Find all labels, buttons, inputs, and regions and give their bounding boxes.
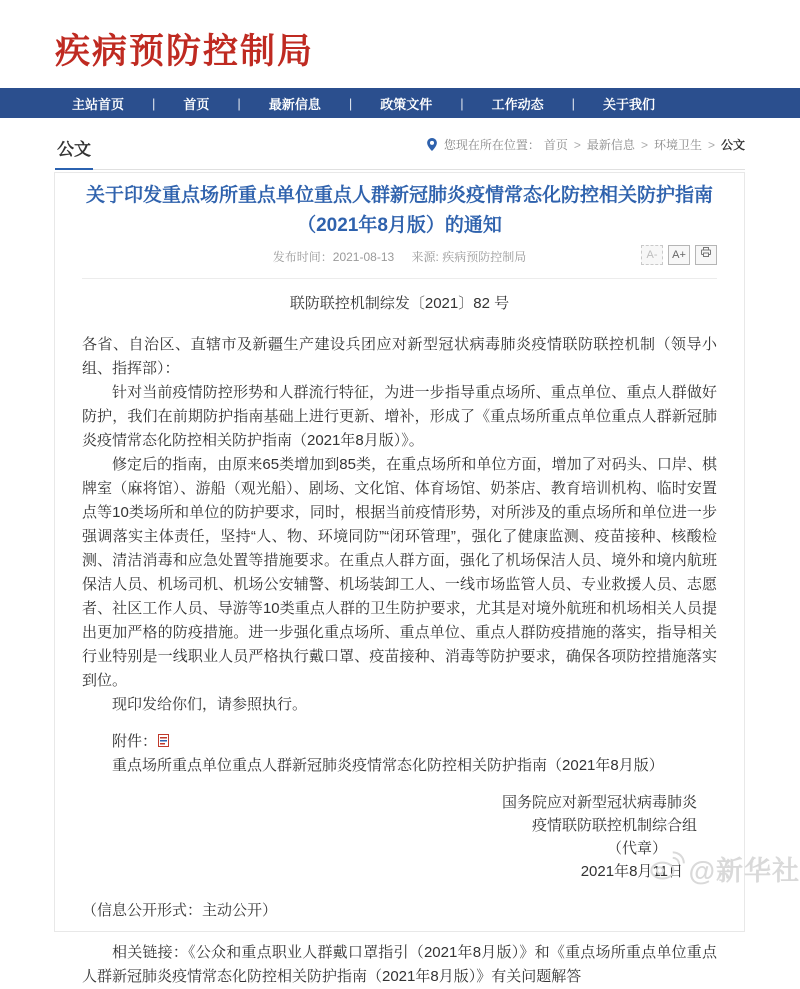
nav-item-main-home[interactable]: 主站首页	[72, 96, 125, 112]
site-logo: 疾病预防控制局	[55, 32, 315, 71]
paragraph-instruction: 现印发给你们，请参照执行。	[112, 696, 308, 713]
nav-divider: |	[348, 95, 353, 111]
breadcrumb-separator: >	[640, 137, 648, 152]
main-nav	[0, 88, 800, 118]
publish-time-label: 发布时间：	[272, 250, 333, 264]
printer-icon	[700, 246, 712, 264]
word-doc-icon	[158, 734, 169, 747]
document-number: 联防联控机制综发〔2021〕82 号	[289, 295, 510, 312]
related-link-mask-guide[interactable]: 《公众和重点职业人群戴口罩指引（2021年8月版）》	[188, 944, 535, 961]
nav-item-home[interactable]: 首页	[183, 96, 210, 112]
site-header	[0, 0, 800, 88]
nav-item-about-us[interactable]: 关于我们	[603, 96, 656, 112]
breadcrumb-home[interactable]: 首页	[543, 138, 568, 152]
font-increase-button[interactable]: A+	[668, 245, 690, 265]
weibo-icon	[649, 849, 687, 888]
breadcrumb-separator: >	[707, 137, 715, 152]
section-row	[55, 118, 745, 170]
watermark-text: @新华社	[688, 856, 800, 886]
source-label: 来源:	[411, 250, 439, 264]
breadcrumb-environmental-health[interactable]: 环境卫生	[653, 138, 702, 152]
nav-divider: |	[152, 95, 156, 111]
paragraph-revision-details: 修定后的指南，由原来65类增加到85类，在重点场所和单位方面，增加了对码头、口岸、棋牌室（麻将馆）、游船（观光船）、剧场、文化馆、体育场馆、奶茶店、教育培训机构、临时安置点等10类场所和单位的防护要求，同时，根据当前疫情形势，对所涉及的重点场所和单位进一步强调落实主体责任，坚持“人、物、环境同防”“闭环管理”，强化了健康监测、疫苗接种、核酸检测、清洁消毒和应急处置等措施要求。在重点人群方面，强化了机场保洁人员、境外和境内航班保洁人员、机场司机、机场公安辅警、机场装卸工人、一线市场监管人员、专业救援人员、志愿者、社区工作人员、导游等10类重点人群的卫生防护要求，尤其是对境外航班和机场相关人员提出更加严格的防疫措施。进一步强化重点场所、重点单位、重点人群防疫措施的落实，指导相关行业特别是一线职业人员严格执行戴口罩、疫苗接种、消毒等防护要求，确保各项防控措施落实到位。	[82, 456, 717, 689]
print-button[interactable]	[695, 245, 717, 265]
publish-time-value: 2021-08-13	[332, 250, 395, 264]
signature-org-line1: 国务院应对新型冠状病毒肺炎	[501, 794, 697, 811]
tab-official-documents[interactable]: 公文	[55, 135, 93, 170]
source-value: 疾病预防控制局	[442, 250, 527, 264]
related-links-label: 相关链接：	[112, 944, 189, 961]
attachment-link[interactable]: 重点场所重点单位重点人群新冠肺炎疫情常态化防控相关防护指南（2021年8月版）	[112, 757, 664, 774]
nav-divider: |	[571, 95, 576, 111]
font-decrease-button[interactable]: A-	[641, 245, 663, 265]
article-tools	[641, 245, 717, 265]
article-container	[54, 172, 745, 985]
paragraph-addressee: 各省、自治区、直辖市及新疆生产建设兵团应对新型冠状病毒肺炎疫情联防联控机制（领导小组、指挥部）：	[82, 336, 717, 377]
signature-block	[82, 791, 717, 883]
nav-divider: |	[460, 95, 464, 111]
weibo-watermark	[649, 849, 800, 888]
disclosure-note: （信息公开形式：主动公开）	[82, 902, 278, 919]
related-link-qa[interactable]: 《重点场所重点单位重点人群新冠肺炎疫情常态化防控相关防护指南（2021年8月版）》	[82, 944, 717, 985]
paragraph-background: 针对当前疫情防控形势和人群流行特征，为进一步指导重点场所、重点单位、重点人群做好防护，我们在前期防护指南基础上进行更新、增补，形成了《重点场所重点单位重点人群新冠肺炎疫情常态化防控相关防护指南（2021年8月版）》。	[82, 384, 717, 449]
attachment-label: 附件：	[112, 733, 158, 750]
breadcrumb-label: 您现在所在位置：	[443, 138, 540, 152]
related-links-suffix: 有关问题解答	[491, 968, 582, 985]
document-body	[82, 333, 717, 717]
breadcrumb-current: 公文	[720, 138, 745, 152]
nav-divider: |	[237, 95, 241, 111]
nav-item-latest-info[interactable]: 最新信息	[268, 96, 321, 112]
article-title: 关于印发重点场所重点单位重点人群新冠肺炎疫情常态化防控相关防护指南（2021年8月版）的通知	[85, 185, 713, 236]
related-links-conjunction: 和	[534, 944, 550, 961]
signature-seal-note: （代章）	[606, 840, 667, 857]
meta-divider	[82, 278, 717, 279]
nav-item-work-updates[interactable]: 工作动态	[491, 96, 544, 112]
signature-date: 2021年8月11日	[580, 863, 683, 880]
breadcrumb-separator: >	[573, 137, 581, 152]
article-meta	[82, 247, 717, 269]
breadcrumb	[427, 136, 745, 153]
location-pin-icon	[427, 138, 437, 151]
breadcrumb-latest-info[interactable]: 最新信息	[586, 138, 635, 152]
attachment-line	[82, 730, 717, 778]
signature-org-line2: 疫情联防联控机制综合组	[531, 817, 697, 834]
related-links-line	[82, 941, 717, 989]
nav-item-policy-files[interactable]: 政策文件	[380, 96, 433, 112]
